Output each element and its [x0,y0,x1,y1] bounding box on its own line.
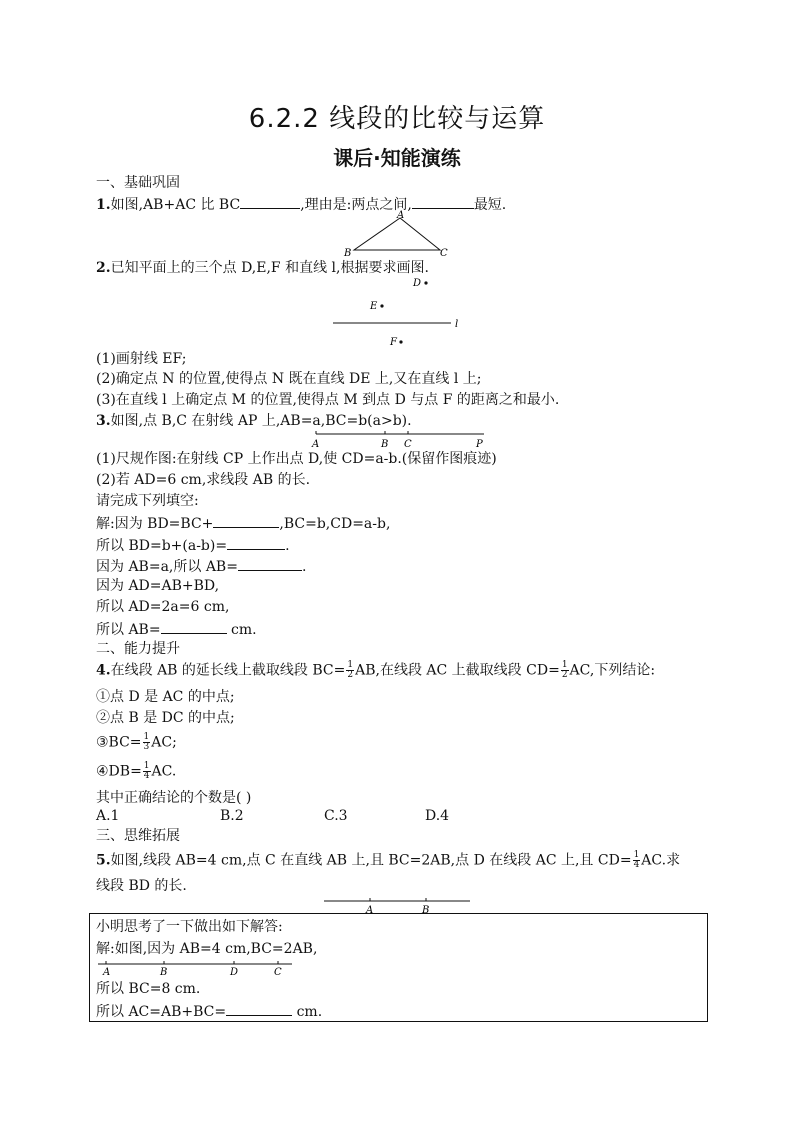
solution-text: 所以 BD=b+(a-b)= [96,538,228,554]
frac-numerator: 1 [347,660,354,670]
statement-text: ④DB= [96,763,142,780]
label-A: A [366,905,374,915]
label-B: B [344,248,352,259]
solution-line-5: 所以 AD=2a=6 cm, [96,599,230,615]
fraction-quarter [633,851,641,870]
solution-line-3 [96,556,306,576]
label-F: F [390,337,397,348]
solution-text: cm. [292,1004,323,1020]
page-subtitle: 课后·知能演练 [333,146,461,170]
frac-denominator: 2 [561,670,568,680]
question-3-part-1: (1)尺规作图:在射线 CP 上作出点 D,使 CD=a-b.(保留作图痕迹) [96,451,497,467]
point-E [380,304,383,307]
label-C: C [274,967,282,978]
points-line-figure [325,272,475,352]
question-number: 3. [96,413,111,429]
section-heading-3: 三、思维拓展 [96,828,180,844]
question-text: 在线段 AB 的延长线上截取线段 BC= [110,662,346,679]
label-C: C [440,248,448,259]
statement-text: ③BC= [96,734,142,751]
solution-text: . [285,538,290,554]
answer-blank[interactable] [161,619,227,634]
frac-numerator: 1 [143,732,150,742]
question-text: 如图,AB+AC 比 BC [110,197,241,213]
answer-blank[interactable] [227,535,285,550]
ray-figure [308,426,488,450]
answer-blank[interactable] [238,556,302,571]
solution-text: 因为 AB=a,所以 AB= [96,559,238,575]
question-text: 最短. [473,197,507,213]
answer-blank[interactable] [213,513,279,528]
fraction-third [143,733,151,752]
answer-blank[interactable] [240,194,300,209]
label-A: A [397,210,405,221]
question-text: AC,下列结论: [569,662,656,679]
question-4-statement-2: ②点 B 是 DC 的中点; [96,710,235,726]
solution-line-2 [96,535,290,555]
question-number: 1. [96,197,111,213]
question-text: ,理由是:两点之间, [300,197,412,213]
solution-text: 所以 AB= [96,622,161,638]
frac-numerator: 1 [633,850,640,860]
question-4-statement-3 [96,733,177,752]
question-4 [96,661,655,680]
frac-denominator: 3 [143,742,150,752]
statement-text: AC; [151,734,177,751]
frac-denominator: 4 [143,771,150,781]
question-4-prompt: 其中正确结论的个数是( ) [96,790,252,806]
question-text: AC.求 [641,852,681,869]
question-5 [96,851,680,870]
section-heading-1: 一、基础巩固 [96,175,180,191]
label-B: B [381,439,389,450]
question-text: AB,在线段 AC 上截取线段 CD= [355,662,560,679]
solution-step-3 [96,1001,322,1021]
label-A: A [312,439,320,450]
label-l: l [455,319,459,330]
solution-intro: 小明思考了一下做出如下解答: [96,919,283,935]
frac-denominator: 2 [347,670,354,680]
question-2-part-2: (2)确定点 N 的位置,使得点 N 既在直线 DE 上,又在直线 l 上; [96,371,482,387]
label-C: C [404,439,412,450]
fraction-quarter [143,762,151,781]
triangle-figure [340,208,460,260]
label-B: B [422,905,430,915]
solution-line-6 [96,619,257,639]
frac-numerator: 1 [143,761,150,771]
choice-C[interactable]: C.3 [324,808,348,824]
statement-text: AC. [151,763,177,780]
triangle-shape [354,218,440,250]
solution-step-1: 解:如图,因为 AB=4 cm,BC=2AB, [96,941,318,957]
segment-ABDC-figure [96,958,296,980]
question-text: 已知平面上的三个点 D,E,F 和直线 l,根据要求画图. [110,260,429,276]
label-A: A [103,967,111,978]
label-P: P [476,439,483,450]
question-text: 如图,线段 AB=4 cm,点 C 在直线 AB 上,且 BC=2AB,点 D 在线段 AC 上,且 CD= [110,852,632,869]
point-D [424,281,427,284]
fill-instruction: 请完成下列填空: [96,493,199,509]
solution-text: 所以 AC=AB+BC= [96,1004,227,1020]
choice-B[interactable]: B.2 [220,808,244,824]
label-E: E [370,301,378,312]
solution-line-1 [96,513,390,533]
label-B: B [160,967,168,978]
section-heading-2: 二、能力提升 [96,641,180,657]
frac-denominator: 4 [633,860,640,870]
choice-D[interactable]: D.4 [425,808,450,824]
choice-A[interactable]: A.1 [96,808,120,824]
question-text: 如图,点 B,C 在射线 AP 上,AB=a,BC=b(a>b). [110,413,412,429]
question-4-statement-4 [96,762,176,781]
question-2-part-3: (3)在直线 l 上确定点 M 的位置,使得点 M 到点 D 与点 F 的距离之和最小. [96,392,560,408]
question-number: 4. [96,662,111,679]
segment-AB-figure [320,893,475,915]
question-3-part-2: (2)若 AD=6 cm,求线段 AB 的长. [96,472,311,488]
fraction-half [561,661,569,680]
solution-line-4: 因为 AD=AB+BD, [96,578,220,594]
question-number: 2. [96,260,111,276]
question-number: 5. [96,852,111,869]
solution-text: cm. [226,622,257,638]
answer-blank[interactable] [226,1001,292,1016]
fraction-half [346,661,354,680]
question-4-statement-1: ①点 D 是 AC 的中点; [96,689,235,705]
solution-text: ,BC=b,CD=a-b, [279,516,391,532]
question-2-part-1: (1)画射线 EF; [96,351,187,367]
answer-blank[interactable] [412,194,474,209]
label-D: D [413,278,422,289]
frac-numerator: 1 [561,660,568,670]
label-D: D [230,967,239,978]
point-F [399,340,402,343]
question-5-line-2: 线段 BD 的长. [96,878,187,894]
solution-step-2: 所以 BC=8 cm. [96,981,201,997]
solution-text: . [301,559,307,575]
page-title: 6.2.2 线段的比较与运算 [248,104,546,134]
solution-text: 解:因为 BD=BC+ [96,516,214,532]
